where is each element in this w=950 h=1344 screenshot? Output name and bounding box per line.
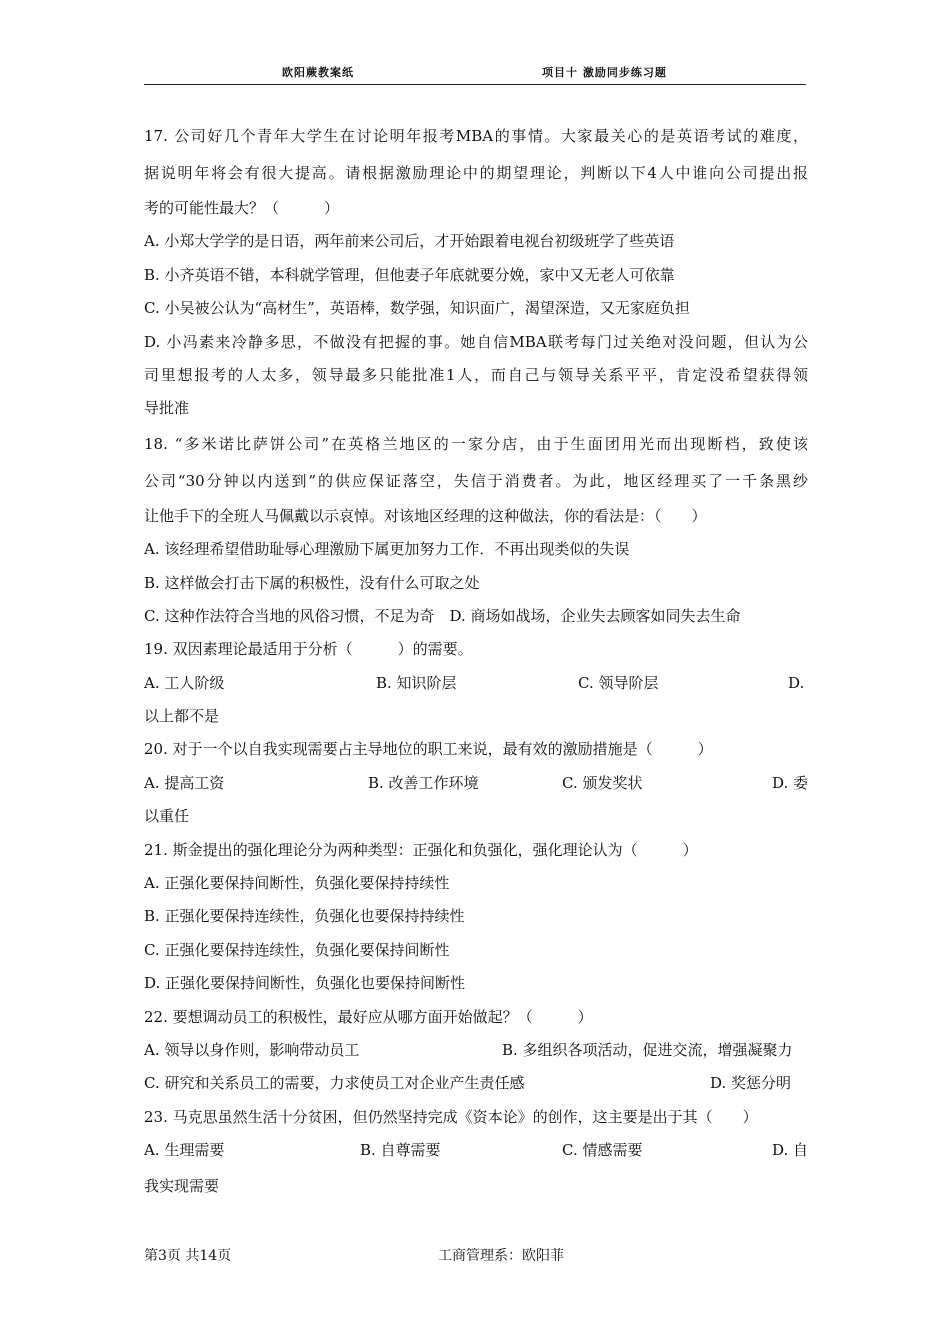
q19-option-d: D. (788, 673, 805, 692)
q17-option-d-line-2: 司里想报考的人太多，领导最多只能批准1人，而自己与领导关系平平，肯定没希望获得领 (144, 365, 808, 384)
q19-option-d-wrap: 以上都不是 (144, 707, 220, 726)
q19-option-c: C. 领导阶层 (578, 673, 659, 692)
q18-option-b: B. 这样做会打击下属的积极性，没有什么可取之处 (144, 573, 480, 592)
q17-option-b: B. 小齐英语不错，本科就学管理，但他妻子年底就要分娩，家中又无老人可依靠 (144, 265, 675, 284)
q17-option-d-line-3: 导批准 (144, 399, 190, 418)
q20-options-row (144, 767, 808, 800)
q20-stem: 20. 对于一个以自我实现需要占主导地位的职工来说，最有效的激励措施是（ ） (144, 740, 713, 759)
header-left-title: 欧阳蕨教案纸 (282, 66, 354, 79)
q22-options-row-1 (144, 1034, 808, 1067)
q21-option-a: A. 正强化要保持间断性，负强化要保持持续性 (144, 874, 450, 893)
q21-option-d: D. 正强化要保持间断性，负强化也要保持间断性 (144, 974, 466, 993)
q18-option-a: A. 该经理希望借助耻辱心理激励下属更加努力工作．不再出现类似的失误 (144, 540, 630, 559)
q18-option-cd: C. 这种作法符合当地的风俗习惯，不足为奇 D. 商场如战场，企业失去顾客如同失去生命 (144, 606, 741, 625)
q20-option-b: B. 改善工作环境 (368, 773, 479, 792)
q22-option-d: D. 奖惩分明 (710, 1074, 792, 1093)
q23-options-row (144, 1134, 808, 1167)
q19-options-row (144, 667, 808, 700)
q17-stem-line-1: 17. 公司好几个青年大学生在讨论明年报考MBA的事情。大家最关心的是英语考试的难度， (144, 127, 808, 145)
q23-option-d: D. 自 (772, 1141, 809, 1160)
q19-option-b: B. 知识阶层 (376, 673, 457, 692)
q17-option-c: C. 小吴被公认为“高材生”，英语棒，数学强，知识面广，渴望深造，又无家庭负担 (144, 299, 690, 318)
q19-option-a: A. 工人阶级 (144, 673, 225, 692)
q21-option-b: B. 正强化要保持连续性，负强化也要保持持续性 (144, 907, 465, 926)
q23-option-a: A. 生理需要 (144, 1141, 225, 1160)
q17-stem-line-3: 考的可能性最大？（ ） (144, 199, 340, 217)
footer-department: 工商管理系：欧阳菲 (438, 1248, 564, 1264)
q23-stem: 23. 马克思虽然生活十分贫困，但仍然坚持完成《资本论》的创作，这主要是出于其（ ） (144, 1107, 758, 1126)
q20-option-c: C. 颁发奖状 (562, 773, 643, 792)
q22-stem: 22. 要想调动员工的积极性，最好应从哪方面开始做起？（ ） (144, 1007, 593, 1026)
q20-option-d-wrap: 以重任 (144, 807, 190, 826)
q20-option-d: D. 委 (772, 773, 809, 792)
q20-option-a: A. 提高工资 (144, 773, 225, 792)
q21-option-c: C. 正强化要保持连续性，负强化要保持间断性 (144, 940, 450, 959)
q22-option-c: C. 研究和关系员工的需要，力求使员工对企业产生责任感 (144, 1074, 525, 1093)
q23-option-c: C. 情感需要 (562, 1141, 643, 1160)
header-right-title: 项目十 激励同步练习题 (542, 66, 667, 79)
question-content (144, 118, 808, 1205)
q17-option-a: A. 小郑大学学的是日语，两年前来公司后，才开始跟着电视台初级班学了些英语 (144, 232, 675, 251)
q17-stem-line-2: 据说明年将会有很大提高。请根据激励理论中的期望理论，判断以下4人中谁向公司提出报 (144, 164, 808, 182)
q19-stem: 19. 双因素理论最适用于分析（ ）的需要。 (144, 640, 473, 659)
q22-option-b: B. 多组织各项活动，促进交流，增强凝聚力 (502, 1040, 793, 1059)
q18-stem-line-1: 18. “多米诺比萨饼公司”在英格兰地区的一家分店，由于生面团用光而出现断档，致使该 (144, 434, 808, 453)
q22-options-row-2 (144, 1067, 808, 1100)
q17-option-d-line-1: D. 小冯素来冷静多思，不做没有把握的事。她自信MBA联考每门过关绝对没问题，但认为公 (144, 332, 808, 351)
q23-option-b: B. 自尊需要 (360, 1141, 441, 1160)
q18-stem-line-2: 公司“30分钟以内送到”的供应保证落空，失信于消费者。为此，地区经理买了一千条黑纱 (144, 471, 808, 490)
q18-stem-line-3: 让他手下的全班人马佩戴以示哀悼。对该地区经理的这种做法，你的看法是：（ ） (144, 506, 707, 525)
q22-option-a: A. 领导以身作则，影响带动员工 (144, 1040, 360, 1059)
footer-page-number: 第3页 共14页 (144, 1248, 232, 1264)
q21-stem: 21. 斯金提出的强化理论分为两种类型：正强化和负强化，强化理论认为（ ） (144, 840, 698, 859)
q23-option-d-wrap: 我实现需要 (144, 1176, 220, 1195)
page-header (144, 58, 806, 85)
